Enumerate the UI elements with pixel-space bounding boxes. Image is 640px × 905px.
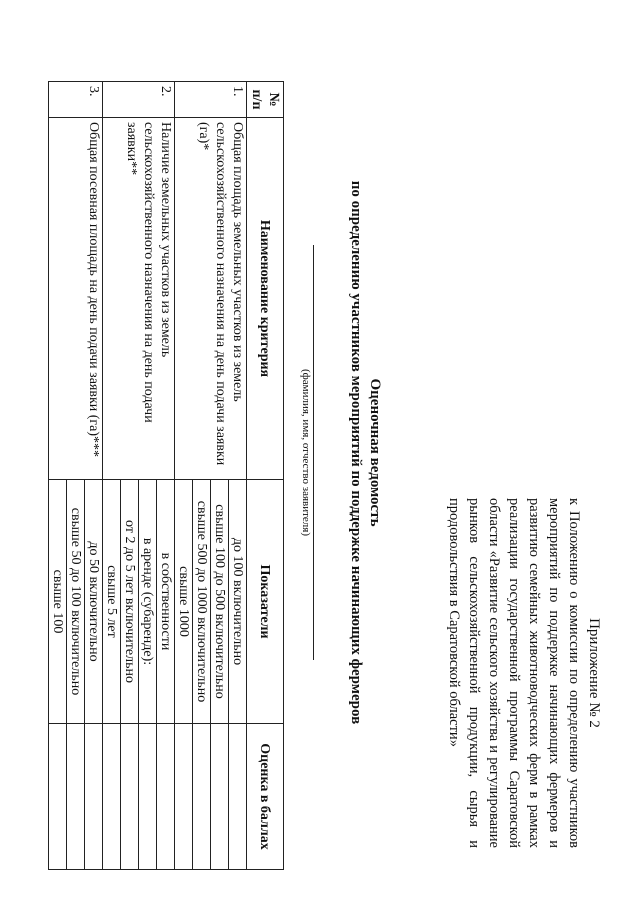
table-row — [85, 82, 103, 870]
row-indicator: в аренде (субаренде): — [139, 480, 157, 724]
document-subtitle: по определению участников мероприятий по поддержке начинающих фермеров — [348, 180, 364, 725]
score-cell[interactable] — [121, 724, 139, 870]
header-num: № п/п — [247, 82, 284, 118]
document-heading — [346, 0, 384, 905]
row-criterion: Общая площадь земельных участков из земель сельскохозяйственного назначения на день подачи заявки (га)* — [175, 118, 247, 480]
score-cell[interactable] — [139, 724, 157, 870]
row-num: 3. — [49, 82, 103, 118]
score-cell[interactable] — [211, 724, 229, 870]
applicant-name-caption: (фамилия, имя, отчество заявителя) — [300, 368, 312, 537]
table-header-row — [247, 82, 284, 870]
score-cell[interactable] — [49, 724, 67, 870]
row-indicator: до 50 включительно — [85, 480, 103, 724]
score-cell[interactable] — [175, 724, 193, 870]
header-score: Оценка в баллах — [247, 724, 284, 870]
table-row — [229, 82, 247, 870]
row-num: 2. — [103, 82, 175, 118]
row-indicator: свыше 100 до 500 включительно — [211, 480, 229, 724]
score-cell[interactable] — [193, 724, 211, 870]
score-cell[interactable] — [157, 724, 175, 870]
row-indicator: в собственности — [157, 480, 175, 724]
header-indicators: Показатели — [247, 480, 284, 724]
row-num: 1. — [175, 82, 247, 118]
table-row — [157, 82, 175, 870]
appendix-text: к Положению о комиссии по определению участников мероприятий по поддержке начинающих фермеров и развитию семейных животноводческих ферм в рамках реализации государственной программы Саратовской области «Развитие сельского хозяйства и регулирование рынков сельскохозяйственной продукции, сырья и продовольствия в Саратовской области» — [446, 498, 582, 848]
row-indicator: свыше 100 — [49, 480, 67, 724]
row-indicator: свыше 1000 — [175, 480, 193, 724]
document-title: Оценочная ведомость — [367, 378, 383, 527]
row-indicator: до 100 включительно — [229, 480, 247, 724]
row-criterion: Общая посевная площадь на день подачи заявки (га)*** — [49, 118, 103, 480]
score-cell[interactable] — [85, 724, 103, 870]
score-cell[interactable] — [229, 724, 247, 870]
row-indicator: свыше 500 до 1000 включительно — [193, 480, 211, 724]
row-indicator: свыше 50 до 100 включительно — [67, 480, 85, 724]
row-indicator: от 2 до 5 лет включительно — [121, 480, 139, 724]
header-criterion: Наименование критерия — [247, 118, 284, 480]
score-cell[interactable] — [67, 724, 85, 870]
applicant-name-line — [313, 245, 324, 660]
appendix-block — [444, 0, 604, 905]
row-criterion: Наличие земельных участков из земель сельскохозяйственного назначения на день подачи заявки** — [103, 118, 175, 480]
appendix-title: Приложение № 2 — [586, 618, 602, 728]
evaluation-table — [48, 81, 284, 870]
row-indicator: свыше 5 лет — [103, 480, 121, 724]
score-cell[interactable] — [103, 724, 121, 870]
